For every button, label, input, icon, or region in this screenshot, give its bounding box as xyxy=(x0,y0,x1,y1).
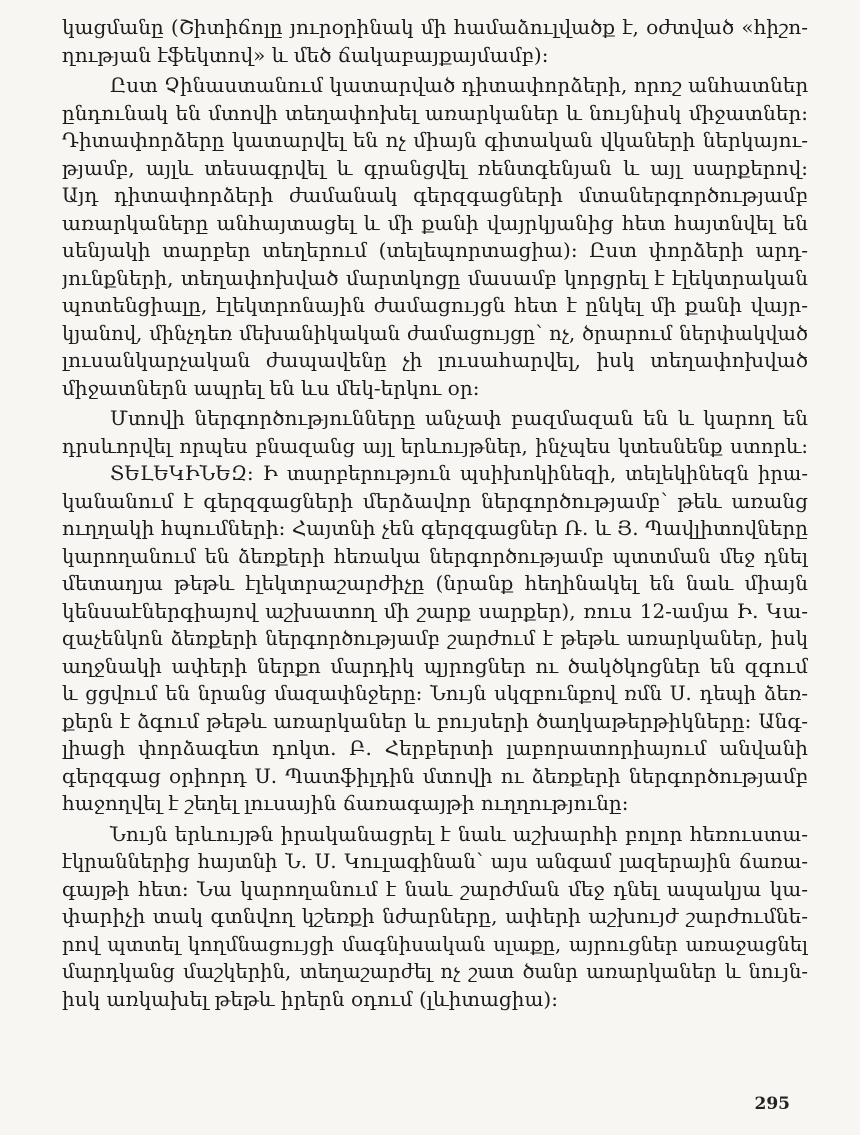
text-line: մարդկանց մաշկերին, տեղաշարժել ոչ շատ ծանր առարկաներ և նույն- xyxy=(62,960,808,983)
text-line: և ցցվում են նրանց մազափնջերը: Նույն սկզբունքով ռմն Ս. դեպի ձեռ- xyxy=(62,682,808,705)
book-page xyxy=(62,14,808,1013)
text-line: Մտովի ներգործությունները անչափ բազմազան են և կարող են xyxy=(110,406,808,430)
text-line: կյանով, մինչդեռ մեխանիկական ժամացույցը՝ ոչ, ծրարում ներփակված xyxy=(62,321,808,345)
text-line: հաջողվել է շեղել լուսային ճառագայթի ուղղությունը: xyxy=(62,791,629,815)
text-line: ուղղակի հպումների: Հայտնի չեն գերզգացներ Ռ. և Յ. Պավլիտովները xyxy=(62,516,808,540)
text-line: Դիտափորձերը կատարվել են ոչ միայն գիտական վկաների ներկայու- xyxy=(62,128,808,152)
text-line: կանանում է գերզգացների մերձավոր ներգործությամբ՝ թեև առանց xyxy=(62,488,808,513)
text-line: յունքների, տեղափոխված մարտկոցը մասամբ կորցրել է էլեկտրական xyxy=(62,265,808,290)
text-line: թյամբ, այլև տեսագրվել և գրանցվել ռենտգենյան և այլ սարքերով: xyxy=(62,155,808,180)
text-line: առարկաները անհայտացել և մի քանի վայրկյանից հետ հայտնվել են xyxy=(62,210,808,235)
text-line: կացմանը (Շիտիճոլը յուրօրինակ մի համաձուլվածք է, օժտված «հիշո- xyxy=(62,15,808,39)
text-line: զաչենկոն ձեռքերի ներգործությամբ շարժում է թեթև առարկաներ, իսկ xyxy=(62,627,808,650)
text-line: միջատներն ապրել են ևս մեկ-երկու օր: xyxy=(62,375,480,400)
text-line: գերզգաց օրիորդ Ս. Պատֆիլդին մտովի ու ձեռքերի ներգործությամբ xyxy=(62,763,808,788)
paragraph xyxy=(62,405,808,818)
text-line: աղջնակի ափերի ներքո մարդիկ պյրոցներ ու ծակծկոցներ են զգում xyxy=(62,653,808,678)
text-line: ընդունակ են մտովի տեղափոխել առարկաներ և նույնիսկ միջատներ: xyxy=(62,100,808,125)
text-line: ղության էֆեկտով» և մեծ ճակաբայքայմամբ): xyxy=(62,42,549,67)
text-line: էկրաններից հայտնի Ն. Ս. Կուլագինան՝ այս անգամ լազերային ճառա- xyxy=(62,850,808,873)
text-line: կենսաէներգիայով աշխատող մի շարք սարքեր), ռուս 12-ամյա Ի. Կա- xyxy=(62,598,808,623)
text-line: մետաղյա թեթև էլեկտրաշարժիչը (նրանք հեղինակել են նաև միայն xyxy=(62,571,808,595)
text-line: գայթի հետ: Նա կարողանում է նաև շարժման մեջ դնել ապակյա կա- xyxy=(62,876,808,901)
text-line: պոտենցիալը, էլեկտրոնային ժամացույցն հետ է ընկել մի քանի վայր- xyxy=(62,293,808,317)
paragraph xyxy=(62,821,808,1014)
paragraph xyxy=(62,72,808,402)
paragraph xyxy=(62,14,808,69)
text-line: քերն է ձգում թեթև առարկաներ և բույսերի ծաղկաթերթիկները: Անգ- xyxy=(62,708,808,733)
text-line: Ըստ Չինաստանում կատարված դիտափորձերի, որոշ անհատներ xyxy=(110,73,808,97)
text-line: սենյակի տարբեր տեղերում (տելեպորտացիա): Ըստ փորձերի արդ- xyxy=(62,238,808,262)
text-line: փարիչի տակ գտնվող կշեռքի նժարները, ափերի աշխույժ շարժումնե- xyxy=(62,904,808,928)
text-line: լիացի փորձագետ դոկտ. Բ. Հերբերտի լաբորատորիայում անվանի xyxy=(62,736,808,760)
text-line: Նույն երևույթն իրականացրել է նաև աշխարհի բոլոր հեռուստա- xyxy=(110,821,808,846)
text-line: Այդ դիտափորձերի ժամանակ գերզգացների մտաներգործությամբ xyxy=(62,183,808,207)
text-line: րով պտտել կողմնացույցի մագնիսական սլաքը, այրուցներ առաջացնել xyxy=(62,932,808,956)
page-number: 295 xyxy=(754,1094,790,1114)
text-line: լուսանկարչական ժապավենը չի լուսահարվել, իսկ տեղափոխված xyxy=(62,348,808,372)
text-line: կարողանում են ձեռքերի հեռակա ներգործությամբ պտտման մեջ դնել xyxy=(62,544,808,568)
text-line: իսկ առկախել թեթև իրերն օդում (լևիտացիա): xyxy=(62,986,558,1011)
text-line: ՏԵԼԵԿԻՆԵԶ: Ի տարբերություն պսիխոկինեզի, տելեկինեզն իրա- xyxy=(110,462,808,485)
text-line: դրսևորվել որպես բնազանց այլ երևույթներ, ինչպես կտեսնենք ստորև: xyxy=(62,434,808,458)
